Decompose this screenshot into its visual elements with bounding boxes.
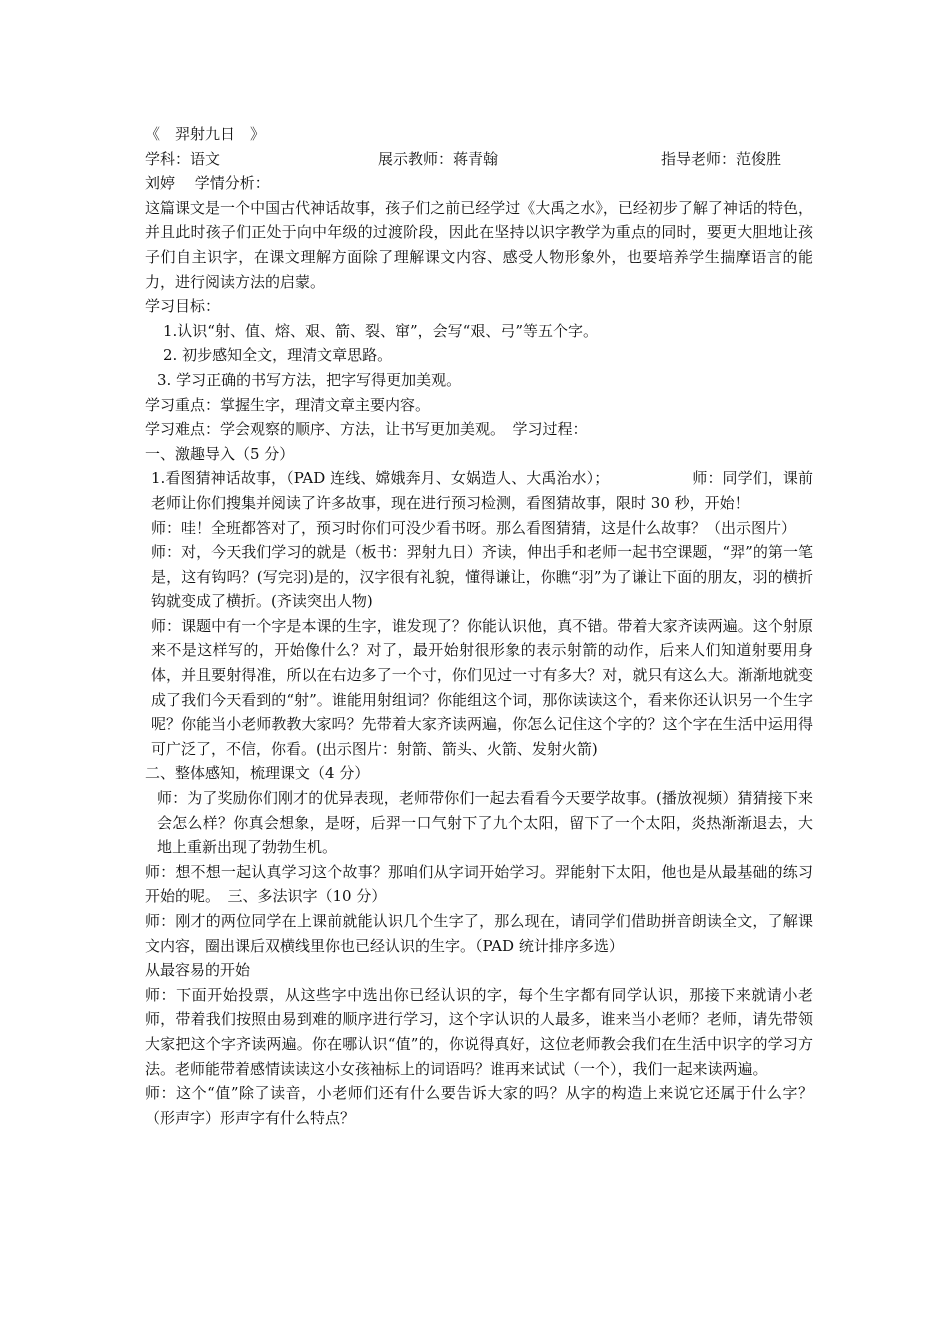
paragraph: 师：为了奖励你们刚才的优异表现，老师带你们一起去看看今天要学故事。(播放视频）猜猜接下来会怎么样？你真会想象，是呀，后羿一口气射下了九个太阳，留下了一个太阳，炎热渐渐退去，大地上重新出现了勃勃生机。 bbox=[157, 789, 813, 857]
paragraph: 师：哇！全班都答对了，预习时你们可没少看书呀。那么看图猜猜，这是什么故事？（出示图片） bbox=[151, 518, 797, 537]
goal-item: 2. 初步感知全文，理清文章思路。 bbox=[163, 346, 393, 365]
document-title: 《 羿射九日 》 bbox=[145, 125, 266, 143]
document-meta bbox=[145, 147, 813, 172]
document-body bbox=[145, 122, 813, 1130]
subject-label: 学科：语文 bbox=[145, 149, 221, 168]
paragraph: 师：课题中有一个字是本课的生字，谁发现了？你能认识他，真不错。带着大家齐读两遍。这个射原来不是这样写的，开始像什么？对了，最开始射很形象的表示射箭的动作，后来人们知道射要用身体，并且要射得准，所以在右边多了一个寸，你们见过一寸有多大？对，就只有这么大。渐渐地就变成了我们今天看到的“射”。谁能用射组词？你能组这个词，那你读读这个，看来你还认识另一个生字呢？你能当小老师教教大家吗？先带着大家齐读两遍，你怎么记住这个字的？这个字在生活中运用得可广泛了，不信，你看。(出示图片：射箭、箭头、火箭、发射火箭) bbox=[151, 616, 813, 758]
paragraph: 刘婷 学情分析： bbox=[145, 174, 270, 193]
paragraph: 师：对，今天我们学习的就是（板书：羿射九日）齐读，伸出手和老师一起书空课题，“羿”的第一笔是，这有钩吗？(写完羽)是的，汉字很有礼貌，懂得谦让，你瞧“羽”为了谦让下面的朋友，羽的横折钩就变成了横折。(齐读突出人物) bbox=[151, 543, 813, 611]
teacher-label: 展示教师：蒋青翰 bbox=[378, 149, 499, 168]
section-heading: 一、激趣导入（5 分） bbox=[145, 444, 295, 463]
paragraph: 学习难点：学会观察的顺序、方法，让书写更加美观。 学习过程： bbox=[145, 420, 588, 439]
goal-item: 1.认识“射、值、熔、艰、箭、裂、窜”，会写“艰、弓”等五个字。 bbox=[163, 321, 598, 340]
paragraph: 师：这个“值”除了读音，小老师们还有什么要告诉大家的吗？从字的构造上来说它还属于什么字？（形声字）形声字有什么特点？ bbox=[145, 1084, 813, 1127]
paragraph: 师：想不想一起认真学习这个故事？那咱们从字词开始学习。羿能射下太阳，他也是从最基础的练习开始的呢。 三、多法识字（10 分） bbox=[145, 862, 813, 906]
goal-item: 3. 学习正确的书写方法，把字写得更加美观。 bbox=[157, 370, 462, 389]
paragraph: 从最容易的开始 bbox=[145, 961, 251, 980]
section-heading: 学习目标： bbox=[145, 297, 221, 316]
paragraph: 这篇课文是一个中国古代神话故事，孩子们之前已经学过《大禹之水》，已经初步了解了神话的特色，并且此时孩子们正处于向中年级的过渡阶段，因此在坚持以识字教学为重点的同时，要更大胆地让孩子们自主识字，在课文理解方面除了理解课文内容、感受人物形象外，也要培养学生揣摩语言的能力，进行阅读方法的启蒙。 bbox=[145, 198, 813, 291]
section-heading: 二、整体感知，梳理课文（4 分） bbox=[145, 764, 370, 783]
paragraph: 师：刚才的两位同学在上课前就能认识几个生字了，那么现在，请同学们借助拼音朗读全文，了解课文内容，圈出课后双横线里你也已经认识的生字。（PAD 统计排序多选） bbox=[145, 912, 813, 955]
paragraph: 1.看图猜神话故事，（PAD 连线、嫦娥奔月、女娲造人、大禹治水）； 师：同学们，课前老师让你们搜集并阅读了许多故事，现在进行预习检测，看图猜故事，限时 30 秒，开始！ bbox=[151, 469, 813, 512]
advisor-label: 指导老师：范俊胜 bbox=[661, 149, 782, 168]
paragraph: 学习重点：掌握生字，理清文章主要内容。 bbox=[145, 395, 431, 414]
paragraph: 师：下面开始投票，从这些字中选出你已经认识的字，每个生字都有同学认识，那接下来就请小老师，带着我们按照由易到难的顺序进行学习，这个字认识的人最多，谁来当小老师？老师，请先带领大家把这个字齐读两遍。你在哪认识“值”的，你说得真好，这位老师教会我们在生活中识字的学习方法。老师能带着感情读读这小女孩袖标上的词语吗？谁再来试试（一个），我们一起来读两遍。 bbox=[145, 985, 813, 1078]
